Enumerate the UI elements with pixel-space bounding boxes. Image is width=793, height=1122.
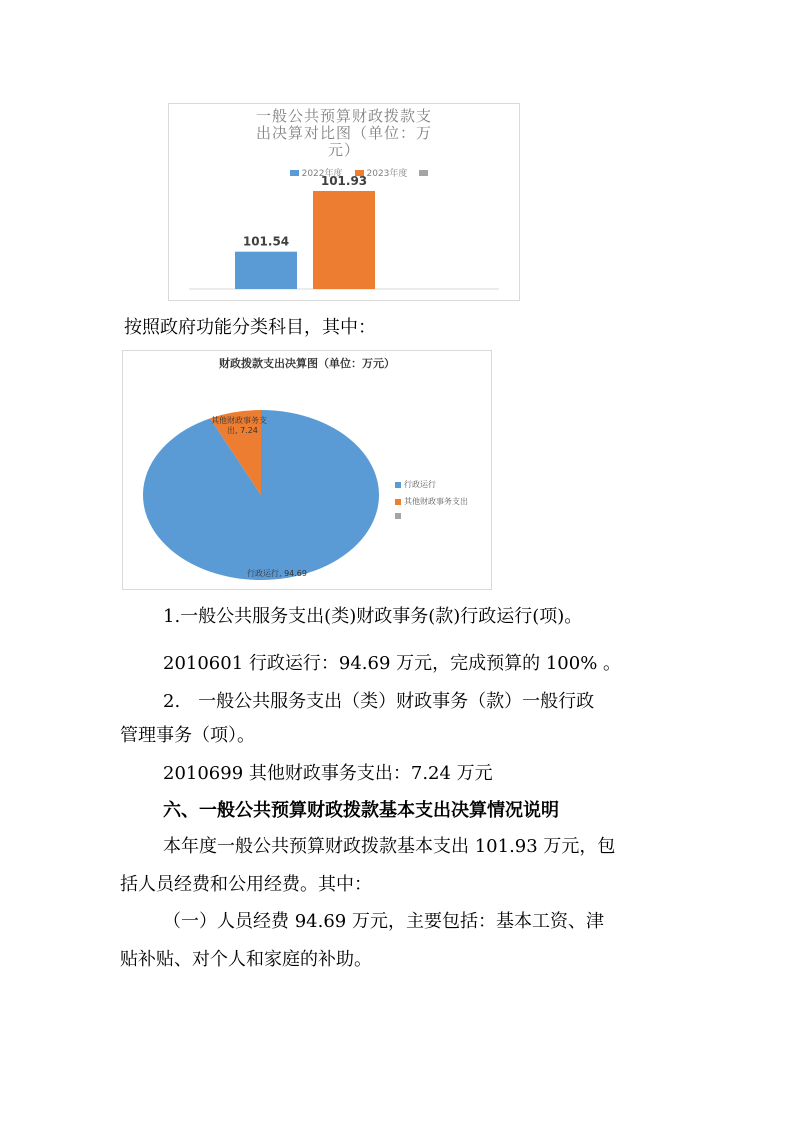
sub-item-1-line-1: （一）人员经费 94.69 万元，主要包括：基本工资、津 xyxy=(163,911,604,932)
item-1: 1.一般公共服务支出(类)财政事务(款)行政运行(项)。 xyxy=(163,606,583,627)
legend-item-2022: 2022年度 xyxy=(290,166,343,179)
pie-chart xyxy=(122,350,492,590)
legend-item-admin: 行政运行 xyxy=(395,479,468,490)
bar-chart-title: 一般公共预算财政拨款支 出决算对比图（单位：万 元） xyxy=(255,107,432,159)
pie-slice-label: 其他财政事务支 xyxy=(211,416,267,425)
section-heading: 六、一般公共预算财政拨款基本支出决算情况说明 xyxy=(163,800,559,821)
item-1-detail: 2010601 行政运行：94.69 万元，完成预算的 100% 。 xyxy=(163,653,622,674)
legend-swatch xyxy=(395,513,401,519)
pie-chart-title: 财政拨款支出决算图（单位：万元） xyxy=(219,357,395,370)
bar-chart xyxy=(168,103,520,301)
legend-item-other: 其他财政事务支出 xyxy=(395,496,468,507)
legend-item-2023: 2023年度 xyxy=(355,166,408,179)
pie-chart-legend xyxy=(395,479,468,525)
pie-slice-label: 行政运行, 94.69 xyxy=(247,569,307,578)
item-2-line-2: 管理事务（项）。 xyxy=(120,725,255,746)
bar xyxy=(235,252,297,289)
bar xyxy=(313,191,375,289)
item-2-detail: 2010699 其他财政事务支出：7.24 万元 xyxy=(163,763,493,784)
sub-item-1-line-2: 贴补贴、对个人和家庭的补助。 xyxy=(120,949,372,970)
item-2-line-1: 2. 一般公共服务支出（类）财政事务（款）一般行政 xyxy=(163,691,595,712)
bar-value-label: 101.54 xyxy=(242,234,290,249)
legend-swatch xyxy=(395,499,401,505)
bar-value-label: 101.93 xyxy=(320,174,368,188)
bar-chart-plot xyxy=(169,104,519,300)
legend-item-blank xyxy=(395,513,468,519)
legend-swatch xyxy=(395,482,401,488)
paragraph-line-1: 本年度一般公共预算财政拨款基本支出 101.93 万元，包 xyxy=(163,836,616,857)
intro-line: 按照政府功能分类科目，其中： xyxy=(124,317,376,338)
pie-chart-plot xyxy=(123,351,491,589)
pie-slice-label: 出, 7.24 xyxy=(227,426,258,435)
paragraph-line-2: 括人员经费和公用经费。其中： xyxy=(120,874,372,895)
